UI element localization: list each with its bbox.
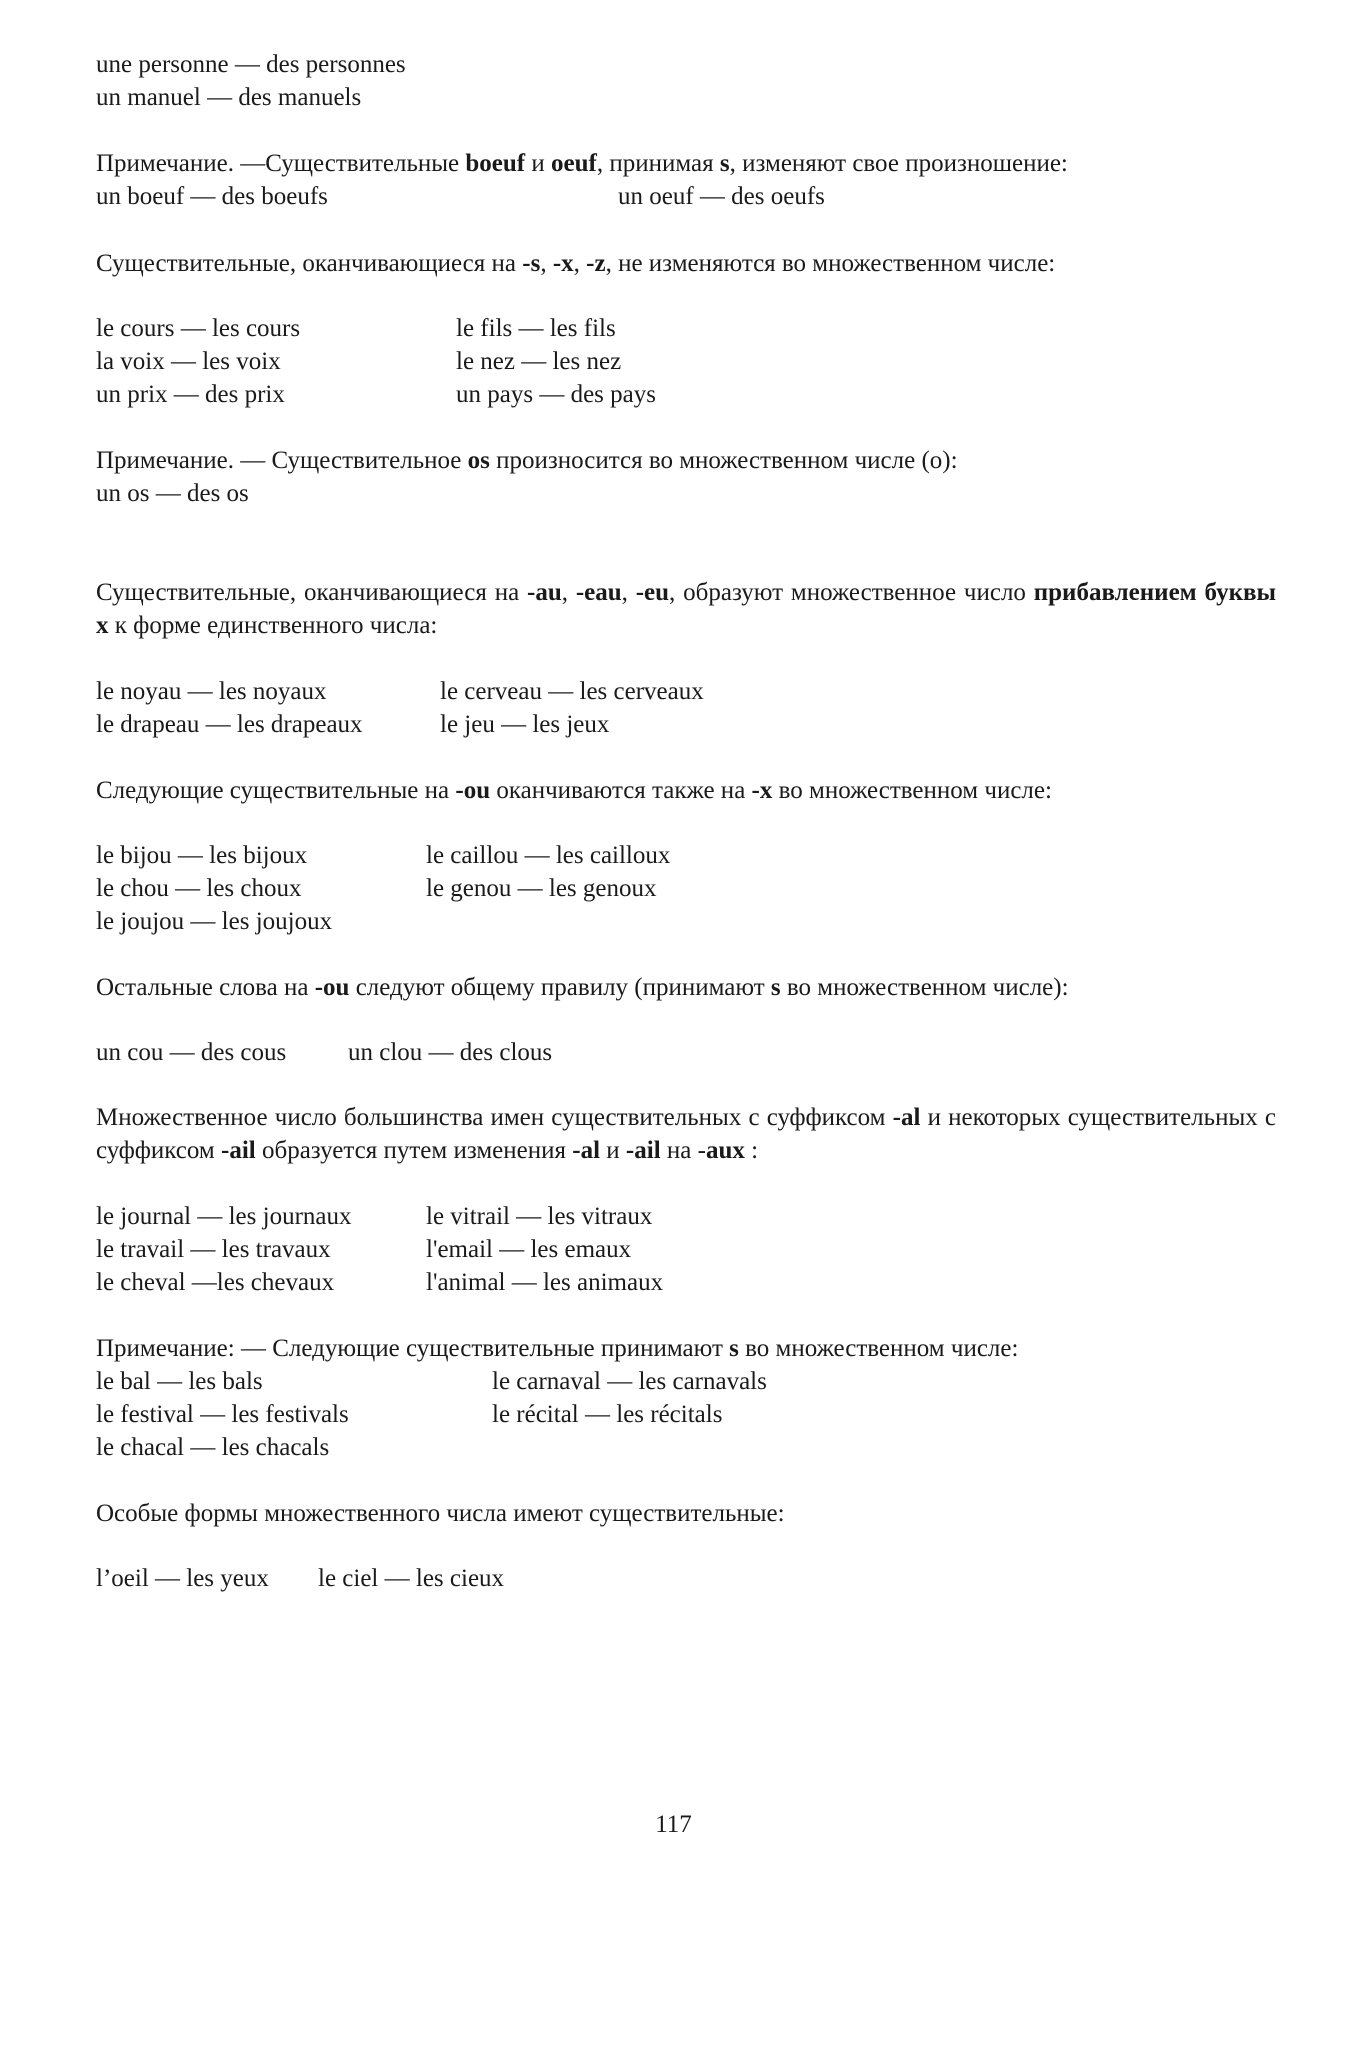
- rule-s-x-z: Существительные, оканчивающиеся на -s, -x, -z, не изменяются во множественном числе:: [96, 250, 1056, 277]
- example-left: un cou — des cous: [96, 1039, 287, 1066]
- example-right: le carnaval — les carnavals: [492, 1368, 767, 1395]
- example-left: le chou — les choux: [96, 875, 302, 902]
- example-line: un os — des os: [96, 480, 249, 507]
- example-right: un pays — des pays: [456, 381, 656, 408]
- example-right: un clou — des clous: [348, 1039, 553, 1066]
- example-left: le journal — les journaux: [96, 1203, 352, 1230]
- example-right: le nez — les nez: [456, 348, 622, 375]
- example-row: [96, 180, 1276, 213]
- rule-ou-x: Следующие существительные на -ou оканчиваются также на -x во множественном числе:: [96, 777, 1052, 804]
- example-left: le joujou — les joujoux: [96, 908, 333, 935]
- note-al-exceptions: Примечание: — Следующие существительные принимают s во множественном числе: le bal — les bals le carnaval — les carnavals le festival — les festivals le récital — les récitals le chacal — les chacals: [96, 1332, 1276, 1464]
- example-right: un oeuf — des oeufs: [618, 183, 825, 210]
- example-right: le genou — les genoux: [426, 875, 657, 902]
- examples-ou-s: [96, 1036, 1276, 1069]
- examples-personne-manuel: [96, 48, 1276, 114]
- example-line: une personne — des personnes: [96, 51, 406, 78]
- example-left: le travail — les travaux: [96, 1236, 331, 1263]
- example-right: le vitrail — les vitraux: [426, 1203, 653, 1230]
- examples-au-eau-eu: [96, 675, 1276, 741]
- rule-ou-s: Остальные слова на -ou следуют общему правилу (принимают s во множественном числе):: [96, 974, 1069, 1001]
- note-boeuf-oeuf: [96, 147, 1276, 213]
- example-left: un prix — des prix: [96, 381, 285, 408]
- example-right: le fils — les fils: [456, 315, 616, 342]
- example-left: le chacal — les chacals: [96, 1434, 330, 1461]
- example-right: l'animal — les animaux: [426, 1269, 664, 1296]
- example-left: le drapeau — les drapeaux: [96, 711, 363, 738]
- example-left: le noyau — les noyaux: [96, 678, 327, 705]
- example-left: l’oeil — les yeux: [96, 1565, 269, 1592]
- note-os: Примечание. — Существительное os произносится во множественном числе (о): un os — des os: [96, 444, 1276, 510]
- example-right: l'email — les emaux: [426, 1236, 632, 1263]
- note-text: Примечание. —Существительные boeuf и oeuf, принимая s, изменяют свое произношение:: [96, 150, 1068, 177]
- examples-al-ail: [96, 1200, 1276, 1299]
- example-left: la voix — les voix: [96, 348, 281, 375]
- example-left: le cheval —les chevaux: [96, 1269, 335, 1296]
- examples-special-forms: [96, 1562, 1276, 1595]
- examples-unchanged: [96, 312, 1276, 411]
- rule-special-forms: Особые формы множественного числа имеют существительные:: [96, 1500, 785, 1527]
- example-right: le jeu — les jeux: [440, 711, 610, 738]
- example-right: le cerveau — les cerveaux: [440, 678, 704, 705]
- example-left: le cours — les cours: [96, 315, 301, 342]
- example-right: le ciel — les cieux: [318, 1565, 505, 1592]
- rule-al-ail: Множественное число большинства имен существительных с суффиксом -al и некоторых существительных с суффиксом -ail образуется путем изменения -al и -ail на -aux :: [96, 1104, 1277, 1164]
- example-line: un manuel — des manuels: [96, 84, 362, 111]
- examples-ou-x: [96, 839, 1276, 938]
- example-right: le caillou — les cailloux: [426, 842, 671, 869]
- page-number: 117: [655, 1811, 692, 1838]
- rule-au-eau-eu: Существительные, оканчивающиеся на -au, -eau, -eu, образуют множественное число прибавлением буквы x к форме единственного числа:: [96, 579, 1276, 639]
- example-left: un boeuf — des boeufs: [96, 183, 328, 210]
- example-left: le bal — les bals: [96, 1368, 263, 1395]
- example-left: le festival — les festivals: [96, 1401, 349, 1428]
- example-right: le récital — les récitals: [492, 1401, 723, 1428]
- example-left: le bijou — les bijoux: [96, 842, 308, 869]
